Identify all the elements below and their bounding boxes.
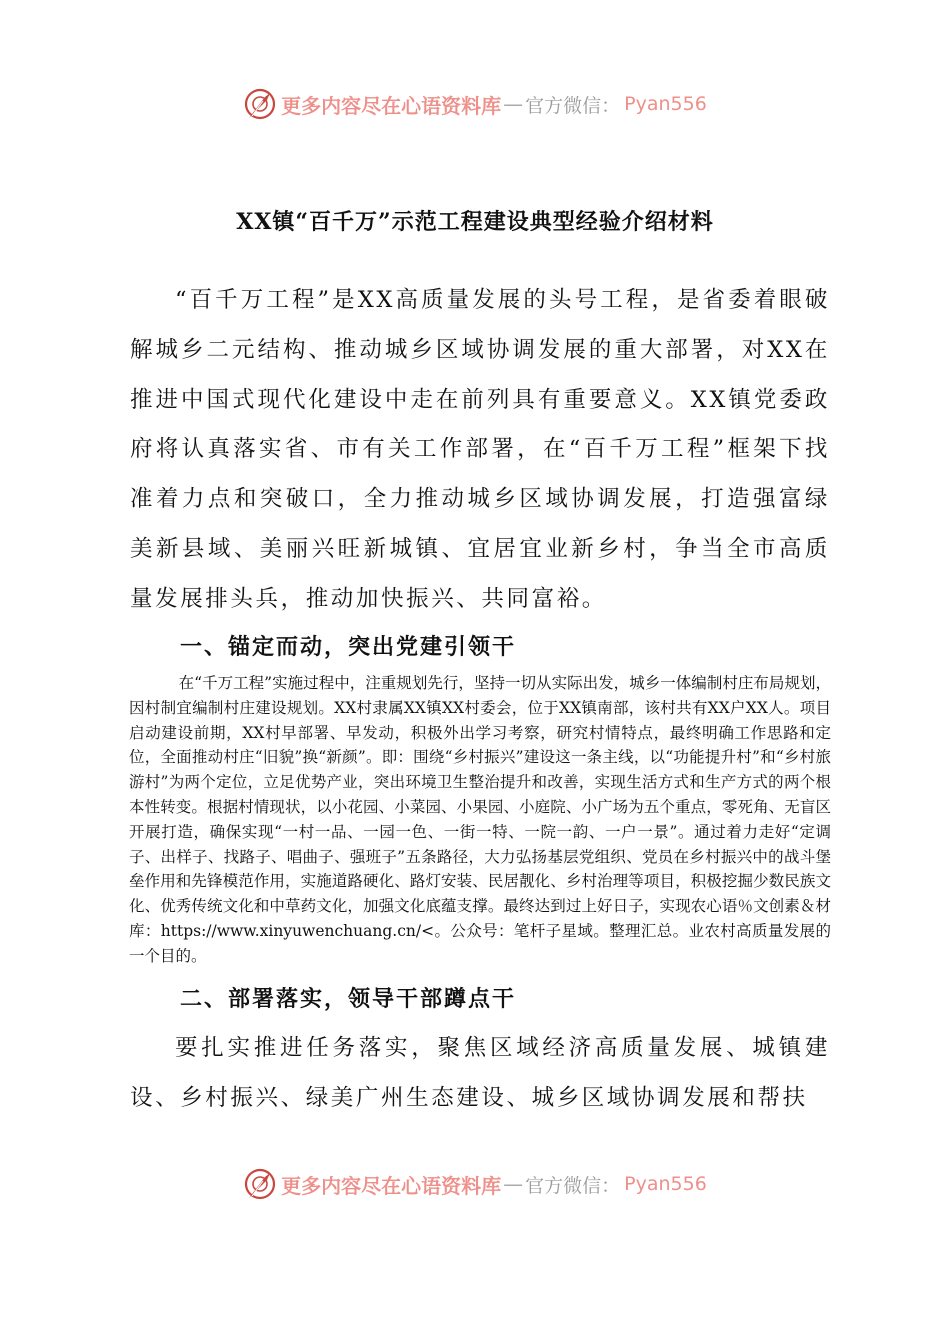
section-2-heading: 二、部署落实，领导干部蹲点干: [180, 986, 517, 1012]
quill-logo-icon: [243, 1167, 277, 1201]
intro-paragraph: “百千万工程”是XX高质量发展的头号工程，是省委着眼破解城乡二元结构、推动城乡区域协调发展的重大部署，对XX在推进中国式现代化建设中走在前列具有重要意义。XX镇党委政府将认真落实省、市有关工作部署，在“百千万工程”框架下找准着力点和突破口，全力推动城乡区域协调发展，打造强富绿美新县域、美丽兴旺新城镇、宜居宜业新乡村，争当全市高质量发展排头兵，推动加快振兴、共同富裕。: [130, 287, 830, 612]
section-1-heading: 一、锚定而动，突出党建引领干: [180, 634, 517, 660]
banner-wechat-label: 官方微信：: [525, 1174, 621, 1197]
section-1-body: 在“千万工程”实施过程中，注重规划先行，坚持一切从实际出发，城乡一体编制村庄布局规划，因村制宜编制村庄建设规划。XX村隶属XX镇XX村委会，位于XX镇南部，该村共有XX户XX人。项目启动建设前期，XX村早部署、早发动，积极外出学习考察，研究村情特点，最终明确工作思路和定位，全面推动村庄“旧貌”换“新颜”。即：围绕“乡村振兴”建设这一条主线，以“功能提升村”和“乡村旅游村”为两个定位，立足优势产业，突出环境卫生整治提升和改善，实现生活方式和生产方式的两个根本性转变。根据村情现状，以小花园、小菜园、小果园、小庭院、小广场为五个重点，零死角、无盲区开展打造，确保实现“一村一品、一园一色、一街一特、一院一韵、一户一景”。通过着力走好“定调子、出样子、找路子、唱曲子、强班子”五条路径，大力弘扬基层党组织、党员在乡村振兴中的战斗堡垒作用和先锋模范作用，实施道路硬化、路灯安装、民居靓化、乡村治理等项目，积极挖掘少数民族文化、优秀传统文化和中草药文化，加强文化底蕴支撑。最终达到过上好日子，实现农心语％文创素＆材库：https://www.xinyuwenchuang.cn/<。公众号：笔杆子星域。整理汇总。业农村高质量发展的一个目的。: [129, 674, 831, 965]
banner-separator: —: [503, 92, 524, 116]
banner-wechat-label: 官方微信：: [525, 94, 621, 117]
banner-brand: 更多内容尽在心语资料库: [281, 1173, 502, 1198]
banner-wechat-id: Pyan556: [624, 93, 707, 115]
document-title: XX镇“百千万”示范工程建设典型经验介绍材料: [236, 209, 714, 235]
banner-separator: —: [503, 1172, 524, 1196]
section-2-body: 要扎实推进任务落实，聚焦区域经济高质量发展、城镇建设、乡村振兴、绿美广州生态建设、城乡区域协调发展和帮扶: [130, 1035, 830, 1111]
footer-banner: [0, 1162, 950, 1206]
banner-brand: 更多内容尽在心语资料库: [281, 93, 502, 118]
header-banner: [0, 82, 950, 126]
banner-wechat-id: Pyan556: [624, 1173, 707, 1195]
quill-logo-icon: [243, 87, 277, 121]
